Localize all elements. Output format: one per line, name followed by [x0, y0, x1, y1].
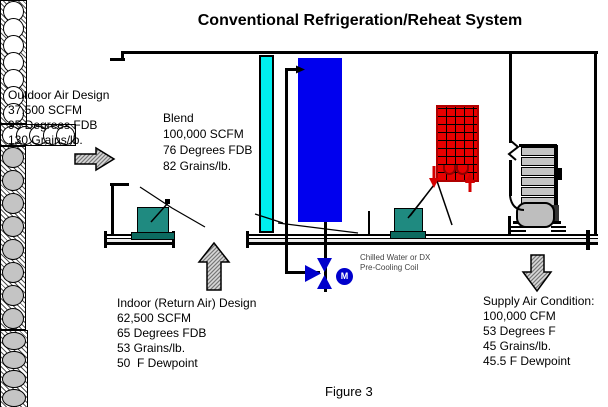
damper-linkage-left: [140, 187, 205, 227]
fan-scroll-curve: [510, 196, 524, 210]
damper-linkage-right: [437, 181, 452, 225]
indoor-return-line: 62,500 SCFM: [117, 311, 192, 325]
three-way-valve: [317, 258, 332, 272]
outdoor-air-arrow: [75, 148, 114, 170]
blend-line: 76 Degrees FDB: [163, 143, 253, 157]
three-way-valve: [317, 275, 332, 289]
blend-line: 100,000 SCFM: [163, 127, 244, 141]
outdoor-air-line: Outdoor Air Design: [8, 88, 110, 102]
drain-pan-edge: [255, 214, 283, 223]
three-way-valve: [305, 265, 321, 282]
actuator-arm-handle: [165, 199, 170, 204]
diagram-title: Conventional Refrigeration/Reheat System: [197, 12, 523, 29]
supply-air-line: 45.5 F Dewpoint: [483, 354, 571, 368]
precooling-coil-note: [360, 253, 430, 273]
valve-motor-label: M: [340, 271, 349, 281]
indoor-return-line: 50 F Dewpoint: [117, 356, 198, 370]
precooling-coil-note-line: Pre-Cooling Coil: [360, 263, 419, 272]
supply-air-line: 53 Degrees F: [483, 324, 556, 338]
outdoor-air-line: 37,500 SCFM: [8, 103, 83, 117]
blend-line: 82 Grains/lb.: [163, 159, 232, 173]
wall-break-mark: [509, 141, 518, 160]
indoor-return-line: 65 Degrees FDB: [117, 326, 207, 340]
blend-label: [163, 110, 252, 174]
figure-caption: Figure 3: [325, 384, 373, 399]
supply-air-line: Supply Air Condition:: [483, 294, 595, 308]
indoor-return-label: [117, 296, 256, 371]
supply-air-line: 45 Grains/lb.: [483, 339, 552, 353]
actuator-arm-right: [408, 198, 424, 218]
indoor-return-line: 53 Grains/lb.: [117, 341, 186, 355]
outdoor-air-line: 95 Degrees FDB: [8, 118, 98, 132]
return-air-arrow: [199, 243, 229, 290]
reheat-pipe-up-arrowhead: [465, 173, 475, 183]
supply-air-arrow: [523, 255, 551, 291]
supply-air-line: 100,000 CFM: [483, 309, 556, 323]
drain-pan-edge: [278, 223, 358, 233]
indoor-return-line: Indoor (Return Air) Design: [117, 296, 257, 310]
outdoor-air-label: [8, 88, 109, 148]
blend-line: Blend: [163, 111, 194, 125]
outdoor-air-line: 130 Grains/lb.: [8, 133, 83, 147]
supply-air-label: [483, 294, 594, 369]
precooling-coil-note-line: Chilled Water or DX: [360, 253, 431, 262]
actuator-arm-left: [151, 203, 168, 222]
pipe-flow-arrowhead: [296, 66, 305, 74]
valve-motor-actuator: [336, 268, 353, 285]
